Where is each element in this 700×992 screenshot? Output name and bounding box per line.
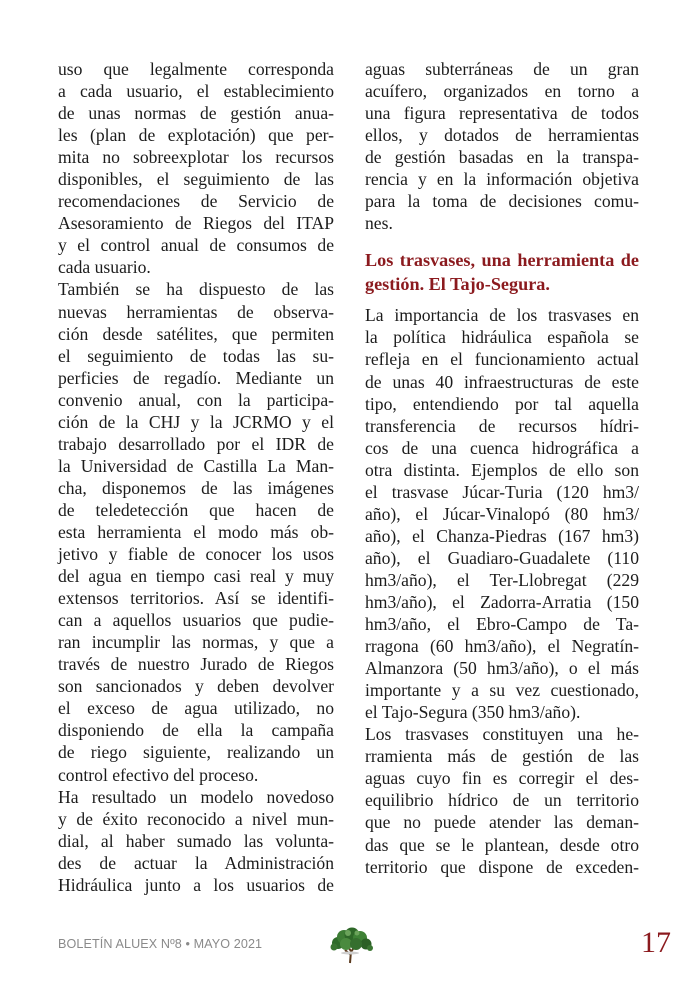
text-line: ran incumplir las normas, y que a <box>58 632 334 653</box>
text-line: la Universidad de Castilla La Man- <box>58 455 334 476</box>
text-line: rragona (60 hm3/año), el Negratín- <box>365 636 639 657</box>
text-line: tipo, entendiendo por tal aquella <box>365 393 639 414</box>
spacer <box>365 234 639 248</box>
heading-line: Los trasvases, una herramienta de <box>365 250 639 271</box>
text-line: rencia y en la información objetiva <box>365 169 639 190</box>
text-line: can a aquellos usuarios que pudie- <box>58 610 334 631</box>
text-line: trabajo desarrollado por el IDR de <box>58 433 334 454</box>
text-line: del agua en tiempo casi real y muy <box>58 566 334 587</box>
text-line: esta herramienta el modo más ob- <box>58 521 334 542</box>
page-number: 17 <box>641 926 671 959</box>
text-line: y el control anual de consumos de <box>58 235 334 256</box>
text-line: les (plan de explotación) que per- <box>58 125 334 146</box>
text-line: También se ha dispuesto de las <box>58 279 334 300</box>
text-line: son sancionados y deben devolver <box>58 676 334 697</box>
paragraph <box>365 723 639 877</box>
text-line: y de éxito reconocido a nivel mun- <box>58 808 334 829</box>
text-line: convenio anual, con la participa- <box>58 389 334 410</box>
text-line: nes. <box>365 213 393 234</box>
text-line: La importancia de los trasvases en <box>365 305 639 326</box>
text-line: disponiendo de ella la campaña <box>58 720 334 741</box>
text-line: dial, al haber sumado las volunta- <box>58 830 334 851</box>
text-line: ción de la CHJ y la JCRMO y el <box>58 411 334 432</box>
text-line: año), el Guadiaro-Guadalete (110 <box>365 547 639 568</box>
text-line: para la toma de decisiones comu- <box>365 191 639 212</box>
text-line: recomendaciones de Servicio de <box>58 191 334 212</box>
section-heading <box>365 248 639 296</box>
text-line: disponibles, el seguimiento de las <box>58 169 334 190</box>
text-line: través de nuestro Jurado de Riegos <box>58 654 334 675</box>
text-line: des de actuar la Administración <box>58 852 334 873</box>
text-line: el trasvase Júcar-Turia (120 hm3/ <box>365 481 639 502</box>
text-line: das que se le plantean, desde otro <box>365 834 639 855</box>
text-line: de teledetección que hacen de <box>58 499 334 520</box>
text-line: jetivo y fiable de conocer los usos <box>58 544 334 565</box>
text-line: de gestión basadas en la transpa- <box>365 147 639 168</box>
text-line: una figura representativa de todos <box>365 103 639 124</box>
text-line: hm3/año), el Zadorra-Arratia (150 <box>365 591 639 612</box>
text-line: perficies de regadío. Mediante un <box>58 367 334 388</box>
paragraph <box>365 58 639 234</box>
text-line: otra distinta. Ejemplos de ello son <box>365 459 639 480</box>
text-line: año), el Júcar-Vinalopó (80 hm3/ <box>365 503 639 524</box>
text-line: hm3/año, el Ebro-Campo de Ta- <box>365 614 639 635</box>
tree-icon <box>326 925 376 965</box>
text-line: de unas normas de gestión anua- <box>58 103 334 124</box>
paragraph <box>58 278 334 785</box>
text-line: mita no sobreexplotar los recursos <box>58 147 334 168</box>
text-line: Hidráulica junto a los usuarios de <box>58 874 334 895</box>
text-line: rramienta más de gestión de las <box>365 746 639 767</box>
text-line: extensos territorios. Así se identifi- <box>58 588 334 609</box>
paragraph <box>58 58 334 278</box>
heading-line: gestión. El Tajo-Segura. <box>365 274 550 295</box>
paragraph <box>58 786 334 896</box>
text-line: aguas cuyo fin es corregir el des- <box>365 768 639 789</box>
text-line: Asesoramiento de Riegos del ITAP <box>58 213 334 234</box>
text-line: Almanzora (50 hm3/año), o el más <box>365 658 639 679</box>
text-line: uso que legalmente corresponda <box>58 59 334 79</box>
text-line: el seguimiento de todas las su- <box>58 345 334 366</box>
text-line: cada usuario. <box>58 257 151 278</box>
text-line: ellos, y dotados de herramientas <box>365 125 639 146</box>
publication-footer: BOLETÍN ALUEX Nº8 • MAYO 2021 <box>58 937 263 951</box>
text-line: cos de una cuenca hidrográfica a <box>365 437 639 458</box>
text-line: Los trasvases constituyen una he- <box>365 724 639 745</box>
text-line: hm3/año), el Ter-Llobregat (229 <box>365 569 639 590</box>
text-line: año), el Chanza-Piedras (167 hm3) <box>365 525 639 546</box>
spacer <box>365 296 639 304</box>
text-line: Ha resultado un modelo novedoso <box>58 786 334 807</box>
text-line: territorio que dispone de exceden- <box>365 856 639 877</box>
text-line: el exceso de agua utilizado, no <box>58 698 334 719</box>
text-line: importante y a su vez cuestionado, <box>365 680 639 701</box>
text-line: control efectivo del proceso. <box>58 764 259 785</box>
text-line: el Tajo-Segura (350 hm3/año). <box>365 702 581 723</box>
text-line: de unas 40 infraestructuras de este <box>365 371 639 392</box>
text-line: acuífero, organizados en torno a <box>365 81 639 102</box>
text-line: cha, disponemos de las imágenes <box>58 477 334 498</box>
text-line: a cada usuario, el establecimiento <box>58 81 334 102</box>
text-line: equilibrio hídrico de un territorio <box>365 790 639 811</box>
text-line: transferencia de recursos hídri- <box>365 415 639 436</box>
text-line: refleja en el funcionamiento actual <box>365 349 639 370</box>
text-line: ción desde satélites, que permiten <box>58 323 334 344</box>
text-line: la política hidráulica española se <box>365 327 639 348</box>
text-line: de riego siguiente, realizando un <box>58 742 334 763</box>
left-column <box>58 58 334 896</box>
text-line: aguas subterráneas de un gran <box>365 59 639 79</box>
text-line: nuevas herramientas de observa- <box>58 301 334 322</box>
text-line: que no puede atender las deman- <box>365 812 639 833</box>
right-column <box>365 58 639 878</box>
paragraph <box>365 304 639 723</box>
